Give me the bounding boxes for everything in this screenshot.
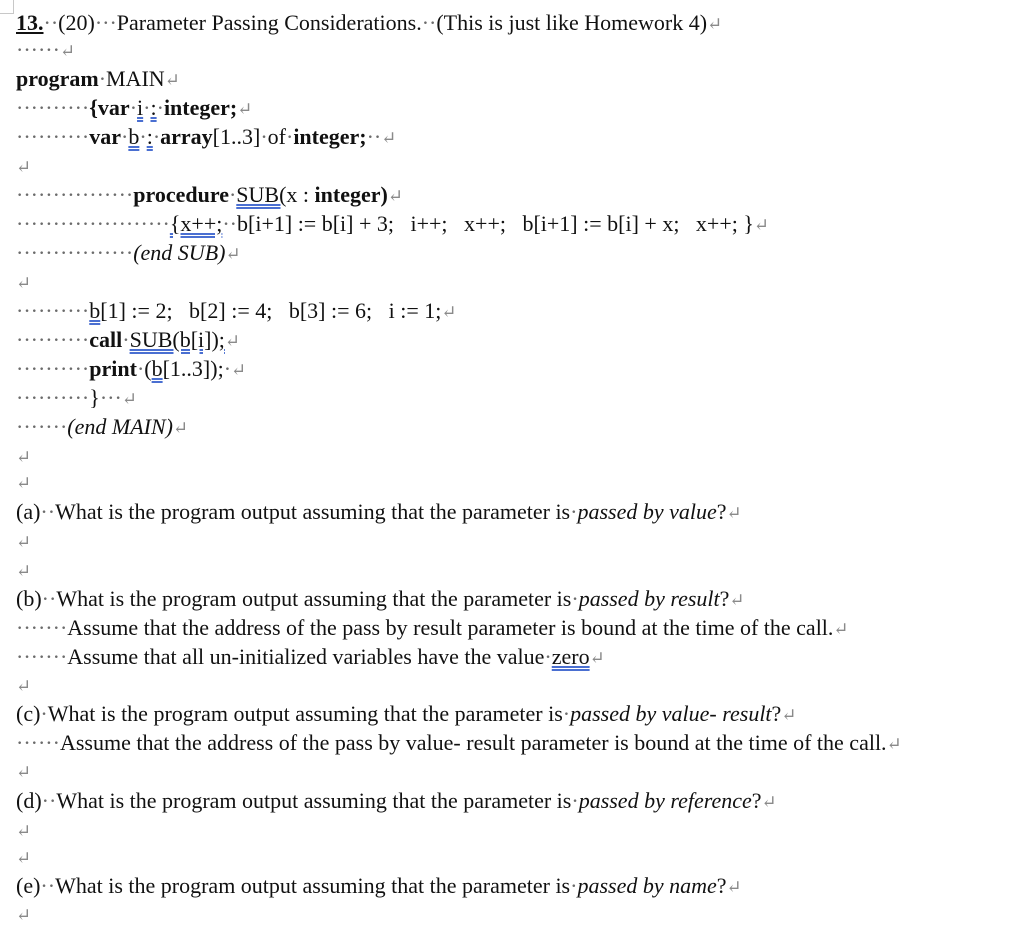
paragraph-mark-icon: ↵ <box>224 331 241 351</box>
paragraph-mark-icon: ↵ <box>726 877 742 897</box>
assign-b: b <box>89 298 101 323</box>
question-c-note1-text: Assume that the address of the pass by value- result parameter is bound at the time of the call. <box>59 730 887 755</box>
question-c-note-1: ······Assume that the address of the pass by value- result parameter is bound at the time of the call.↵ <box>16 730 902 755</box>
code-line-assignments: ··········b[1] := 2; b[2] := 4; b[3] := 6; i := 1;↵ <box>16 298 457 323</box>
print-b: b <box>151 356 163 381</box>
paragraph-mark-icon: ↵ <box>172 418 189 438</box>
paragraph-mark-icon: ↵ <box>16 561 32 581</box>
question-e-label: (e) <box>16 873 41 898</box>
paragraph-mark-icon: ↵ <box>237 99 253 119</box>
paragraph-mark-icon: ↵ <box>16 676 32 696</box>
code-line-close: ··········}···↵ <box>16 385 137 410</box>
question-c-text: What is the program output assuming that the parameter is <box>47 701 563 726</box>
blank-line <box>16 815 31 844</box>
paragraph-mark-icon: ↵ <box>753 215 770 235</box>
code-line-end-main: ·······(end MAIN)↵ <box>16 414 189 439</box>
question-c-mode: passed by value- result <box>570 701 772 726</box>
paragraph-mark-icon: ↵ <box>707 14 723 34</box>
paragraph-mark-icon: ↵ <box>589 648 605 668</box>
close-brace: } <box>89 385 100 410</box>
var-b: b <box>128 124 140 149</box>
procedure-param: x : <box>286 182 315 207</box>
print-args: [1..3]); <box>162 356 224 381</box>
paragraph-mark-icon: ↵ <box>387 186 403 206</box>
question-e: (e)··What is the program output assuming that the parameter is·passed by name?↵ <box>16 873 742 898</box>
array-range: [1..3] <box>212 124 261 149</box>
sub-body-open: {x++; <box>169 211 223 236</box>
paragraph-mark-icon: ↵ <box>886 734 902 754</box>
procedure-param-type: integer) <box>314 182 388 207</box>
question-c-end: ? <box>771 701 782 726</box>
paragraph-mark-icon: ↵ <box>164 70 180 90</box>
blank-line <box>16 467 31 496</box>
question-d-text: What is the program output assuming that the parameter is <box>56 788 572 813</box>
paragraph-mark-icon: ↵ <box>16 157 32 177</box>
paragraph-mark-icon: ↵ <box>121 389 137 409</box>
blank-line <box>16 526 31 555</box>
blank-line <box>16 151 31 180</box>
print-keyword: print <box>89 356 137 381</box>
paragraph-mark-icon: ↵ <box>833 619 849 639</box>
question-a-text: What is the program output assuming that the parameter is <box>55 499 571 524</box>
question-d-mode: passed by reference <box>578 788 752 813</box>
question-b-mode: passed by result <box>578 586 720 611</box>
code-line-procedure: ················procedure·SUB(x : integer)↵ <box>16 182 403 207</box>
paragraph-mark-icon: ↵ <box>381 128 397 148</box>
question-a-mode: passed by value <box>577 499 717 524</box>
title-line: 13.··(20)···Parameter Passing Considerations.··(This is just like Homework 4)↵ <box>16 10 723 35</box>
code-line-call: ··········call·SUB(b[i]);↵ <box>16 327 241 352</box>
end-sub-comment: (end SUB) <box>133 240 226 265</box>
code-line-end-sub: ················(end SUB)↵ <box>16 240 241 265</box>
paragraph-mark-icon: ↵ <box>16 821 32 841</box>
blank-line <box>16 756 31 785</box>
blank-line <box>16 441 31 470</box>
blank-line <box>16 842 31 871</box>
question-b-end: ? <box>719 586 730 611</box>
question-e-end: ? <box>716 873 727 898</box>
paragraph-mark-icon: ↵ <box>16 848 32 868</box>
program-keyword: program <box>16 66 99 91</box>
code-line-print: ··········print·(b[1..3]);·↵ <box>16 356 247 381</box>
question-b-note-1: ·······Assume that the address of the pass by result parameter is bound at the time of the call.↵ <box>16 615 849 640</box>
call-statement: SUB(b[i]); <box>129 327 225 352</box>
assignments: [1] := 2; b[2] := 4; b[3] := 6; i := 1; <box>100 298 442 323</box>
question-d-end: ? <box>751 788 762 813</box>
paragraph-mark-icon: ↵ <box>231 360 247 380</box>
code-line-sub-body: ·····················{x++;··b[i+1] := b[i] + 3; i++; x++; b[i+1] := b[i] + x; x++; }↵ <box>16 211 770 236</box>
integer-decl: integer; <box>293 124 367 149</box>
paragraph-mark-icon: ↵ <box>16 473 32 493</box>
question-a: (a)··What is the program output assuming that the parameter is·passed by value?↵ <box>16 499 742 524</box>
question-b-label: (b) <box>16 586 42 611</box>
var-keyword: var <box>89 124 122 149</box>
question-d-label: (d) <box>16 788 42 813</box>
question-points: (20) <box>58 10 95 35</box>
question-b-note2-text: Assume that all un-initialized variables have the value <box>67 644 545 669</box>
question-a-label: (a) <box>16 499 41 524</box>
blank-line <box>16 555 31 584</box>
integer-decl: integer; <box>163 95 238 120</box>
sub-body: b[i+1] := b[i] + 3; i++; x++; b[i+1] := b[i] + x; x++; } <box>237 211 754 236</box>
question-number: 13. <box>16 10 44 35</box>
question-a-end: ? <box>716 499 727 524</box>
blank-line: ······↵ <box>16 37 76 62</box>
question-b-note2-word: zero <box>551 644 590 669</box>
question-d: (d)··What is the program output assuming that the parameter is·passed by reference?↵ <box>16 788 777 813</box>
question-note: (This is just like Homework 4) <box>436 10 708 35</box>
question-b: (b)··What is the program output assuming that the parameter is·passed by result?↵ <box>16 586 745 611</box>
procedure-keyword: procedure <box>133 182 229 207</box>
paragraph-mark-icon: ↵ <box>761 792 777 812</box>
blank-line <box>16 267 31 296</box>
question-e-text: What is the program output assuming that the parameter is <box>55 873 571 898</box>
paragraph-mark-icon: ↵ <box>16 762 32 782</box>
question-e-mode: passed by name <box>577 873 717 898</box>
print-open: ( <box>144 356 152 381</box>
of-keyword: of <box>267 124 286 149</box>
question-c: (c)·What is the program output assuming that the parameter is·passed by value- result?↵ <box>16 701 797 726</box>
colon: : <box>146 124 153 149</box>
question-c-label: (c) <box>16 701 41 726</box>
paragraph-mark-icon: ↵ <box>729 590 745 610</box>
paragraph-mark-icon: ↵ <box>16 532 32 552</box>
blank-line <box>16 670 31 699</box>
page-corner-mark <box>0 0 14 14</box>
paragraph-mark-icon: ↵ <box>726 503 742 523</box>
paragraph-mark-icon: ↵ <box>16 273 32 293</box>
var-keyword: {var <box>89 95 130 120</box>
var-i: i <box>137 95 144 120</box>
blank-line <box>16 899 31 928</box>
program-name: MAIN <box>106 66 165 91</box>
call-keyword: call <box>89 327 123 352</box>
code-line-var-b: ··········var·b·:·array[1..3]·of·integer;··↵ <box>16 124 397 149</box>
procedure-name: SUB( <box>236 182 287 207</box>
paragraph-mark-icon: ↵ <box>225 244 241 264</box>
question-b-note1-text: Assume that the address of the pass by result parameter is bound at the time of the call. <box>67 615 834 640</box>
question-b-note-2: ·······Assume that all un-initialized variables have the value·zero↵ <box>16 644 605 669</box>
code-line-program: program·MAIN↵ <box>16 66 180 91</box>
question-title: Parameter Passing Considerations. <box>116 10 422 35</box>
paragraph-mark-icon: ↵ <box>16 905 32 925</box>
paragraph-mark-icon: ↵ <box>781 705 797 725</box>
colon: : <box>150 95 157 120</box>
question-b-text: What is the program output assuming that the parameter is <box>56 586 572 611</box>
array-keyword: array <box>160 124 213 149</box>
paragraph-mark-icon: ↵ <box>59 41 76 61</box>
code-line-var-i: ··········{var·i·:·integer;↵ <box>16 95 253 120</box>
end-main-comment: (end MAIN) <box>67 414 173 439</box>
paragraph-mark-icon: ↵ <box>441 302 457 322</box>
paragraph-mark-icon: ↵ <box>16 447 32 467</box>
